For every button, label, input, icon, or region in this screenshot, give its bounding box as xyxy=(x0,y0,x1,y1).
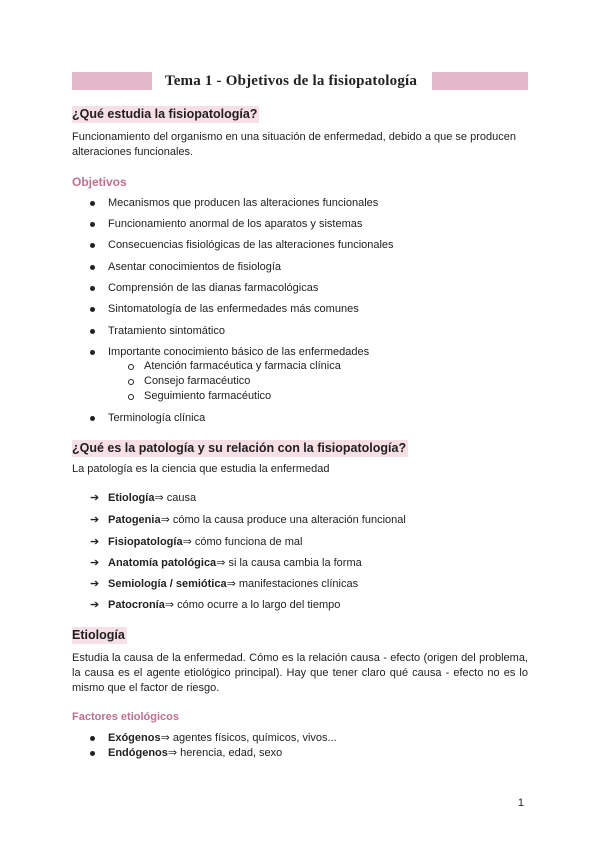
document-page: Tema 1 - Objetivos de la fisiopatología ¿Qué estudia la fisiopatología? Funcionamiento del organismo en una situación de enfermedad, debido a que se producen alteraciones funcionales. Objetivos Mecanismos que producen las alteraciones funcionales Funcionamiento anormal de los aparatos y sistemas Consecuencias fisiológicas de las alteraciones funcionales Asentar conocimientos de fisiología Comprensión de las dianas farmacológicas Sintomatología de las enfermedades más comunes Tratamiento sintomático Importante conocimiento básico de las enfermedades Atención farmacéutica y farmacia clínica Consejo farmacéutico Seguimiento farmacéutico Terminología clínica ¿Qué es la patología y su relación con la fisiopatología? La patología es la ciencia que estudia la enfermedad ➔ Etiología⇒ causa ➔ Patogenia⇒ cómo la causa produce una alteración funcional ➔ Fisiopatología⇒ cómo funciona de mal ➔ Anatomía patológica⇒ si la causa cambia la forma ➔ Semiología / semiótica⇒ manifestaciones clínicas ➔ Patocronía⇒ cómo ocurre a lo largo del tiempo Etiología Estudia la causa de la enfermedad. Cómo es la relación causa - efecto (origen del problema, la causa es el agente etiológico principal). Hay que tener claro qué causa - efecto no es lo mismo que el factor de riesgo. Factores etiológicos Exógenos⇒ agentes físicos, químicos, vivos... Endógenos⇒ herencia, edad, sexo 1 xyxy=(0,0,600,848)
bullet-icon xyxy=(90,201,95,206)
subheading-factores: Factores etiológicos xyxy=(72,711,179,723)
subheading-objetivos: Objetivos xyxy=(72,175,127,189)
hollow-bullet-icon xyxy=(128,379,134,385)
title-band-left xyxy=(72,72,152,90)
bullet-icon xyxy=(90,329,95,334)
hollow-bullet-icon xyxy=(128,364,134,370)
section-heading-pathology: ¿Qué es la patología y su relación con la fisiopatología? xyxy=(72,441,407,455)
section-paragraph-what-studies: Funcionamiento del organismo en una situación de enfermedad, debido a que se producen alteraciones funcionales. xyxy=(72,131,516,158)
title-bar xyxy=(72,70,528,92)
bullet-icon xyxy=(90,265,95,270)
arrow-right-icon: ➔ xyxy=(90,599,100,611)
bullet-icon xyxy=(90,736,95,741)
arrow-right-icon: ➔ xyxy=(90,557,100,569)
title-band-right xyxy=(432,72,528,90)
section-heading-what-studies: ¿Qué estudia la fisiopatología? xyxy=(72,107,258,121)
arrow-right-icon: ➔ xyxy=(90,514,100,526)
arrow-right-icon: ➔ xyxy=(90,492,100,504)
bullet-icon xyxy=(90,350,95,355)
section-paragraph-pathology: La patología es la ciencia que estudia la enfermedad xyxy=(72,463,330,475)
bullet-icon xyxy=(90,416,95,421)
page-number: 1 xyxy=(517,797,524,809)
section-paragraph-etiologia: Estudia la causa de la enfermedad. Cómo es la relación causa - efecto (origen del problema, la causa es el agente etiológico principal). Hay que tener claro qué causa - efecto no es lo mismo que el factor de riesgo. xyxy=(72,652,528,694)
bullet-icon xyxy=(90,286,95,291)
bullet-icon xyxy=(90,222,95,227)
hollow-bullet-icon xyxy=(128,394,134,400)
bullet-icon xyxy=(90,307,95,312)
arrow-right-icon: ➔ xyxy=(90,578,100,590)
arrow-right-icon: ➔ xyxy=(90,536,100,548)
page-title: Tema 1 - Objetivos de la fisiopatología xyxy=(164,73,418,89)
section-heading-etiologia: Etiología xyxy=(72,628,125,642)
bullet-icon xyxy=(90,243,95,248)
bullet-icon xyxy=(90,751,95,756)
